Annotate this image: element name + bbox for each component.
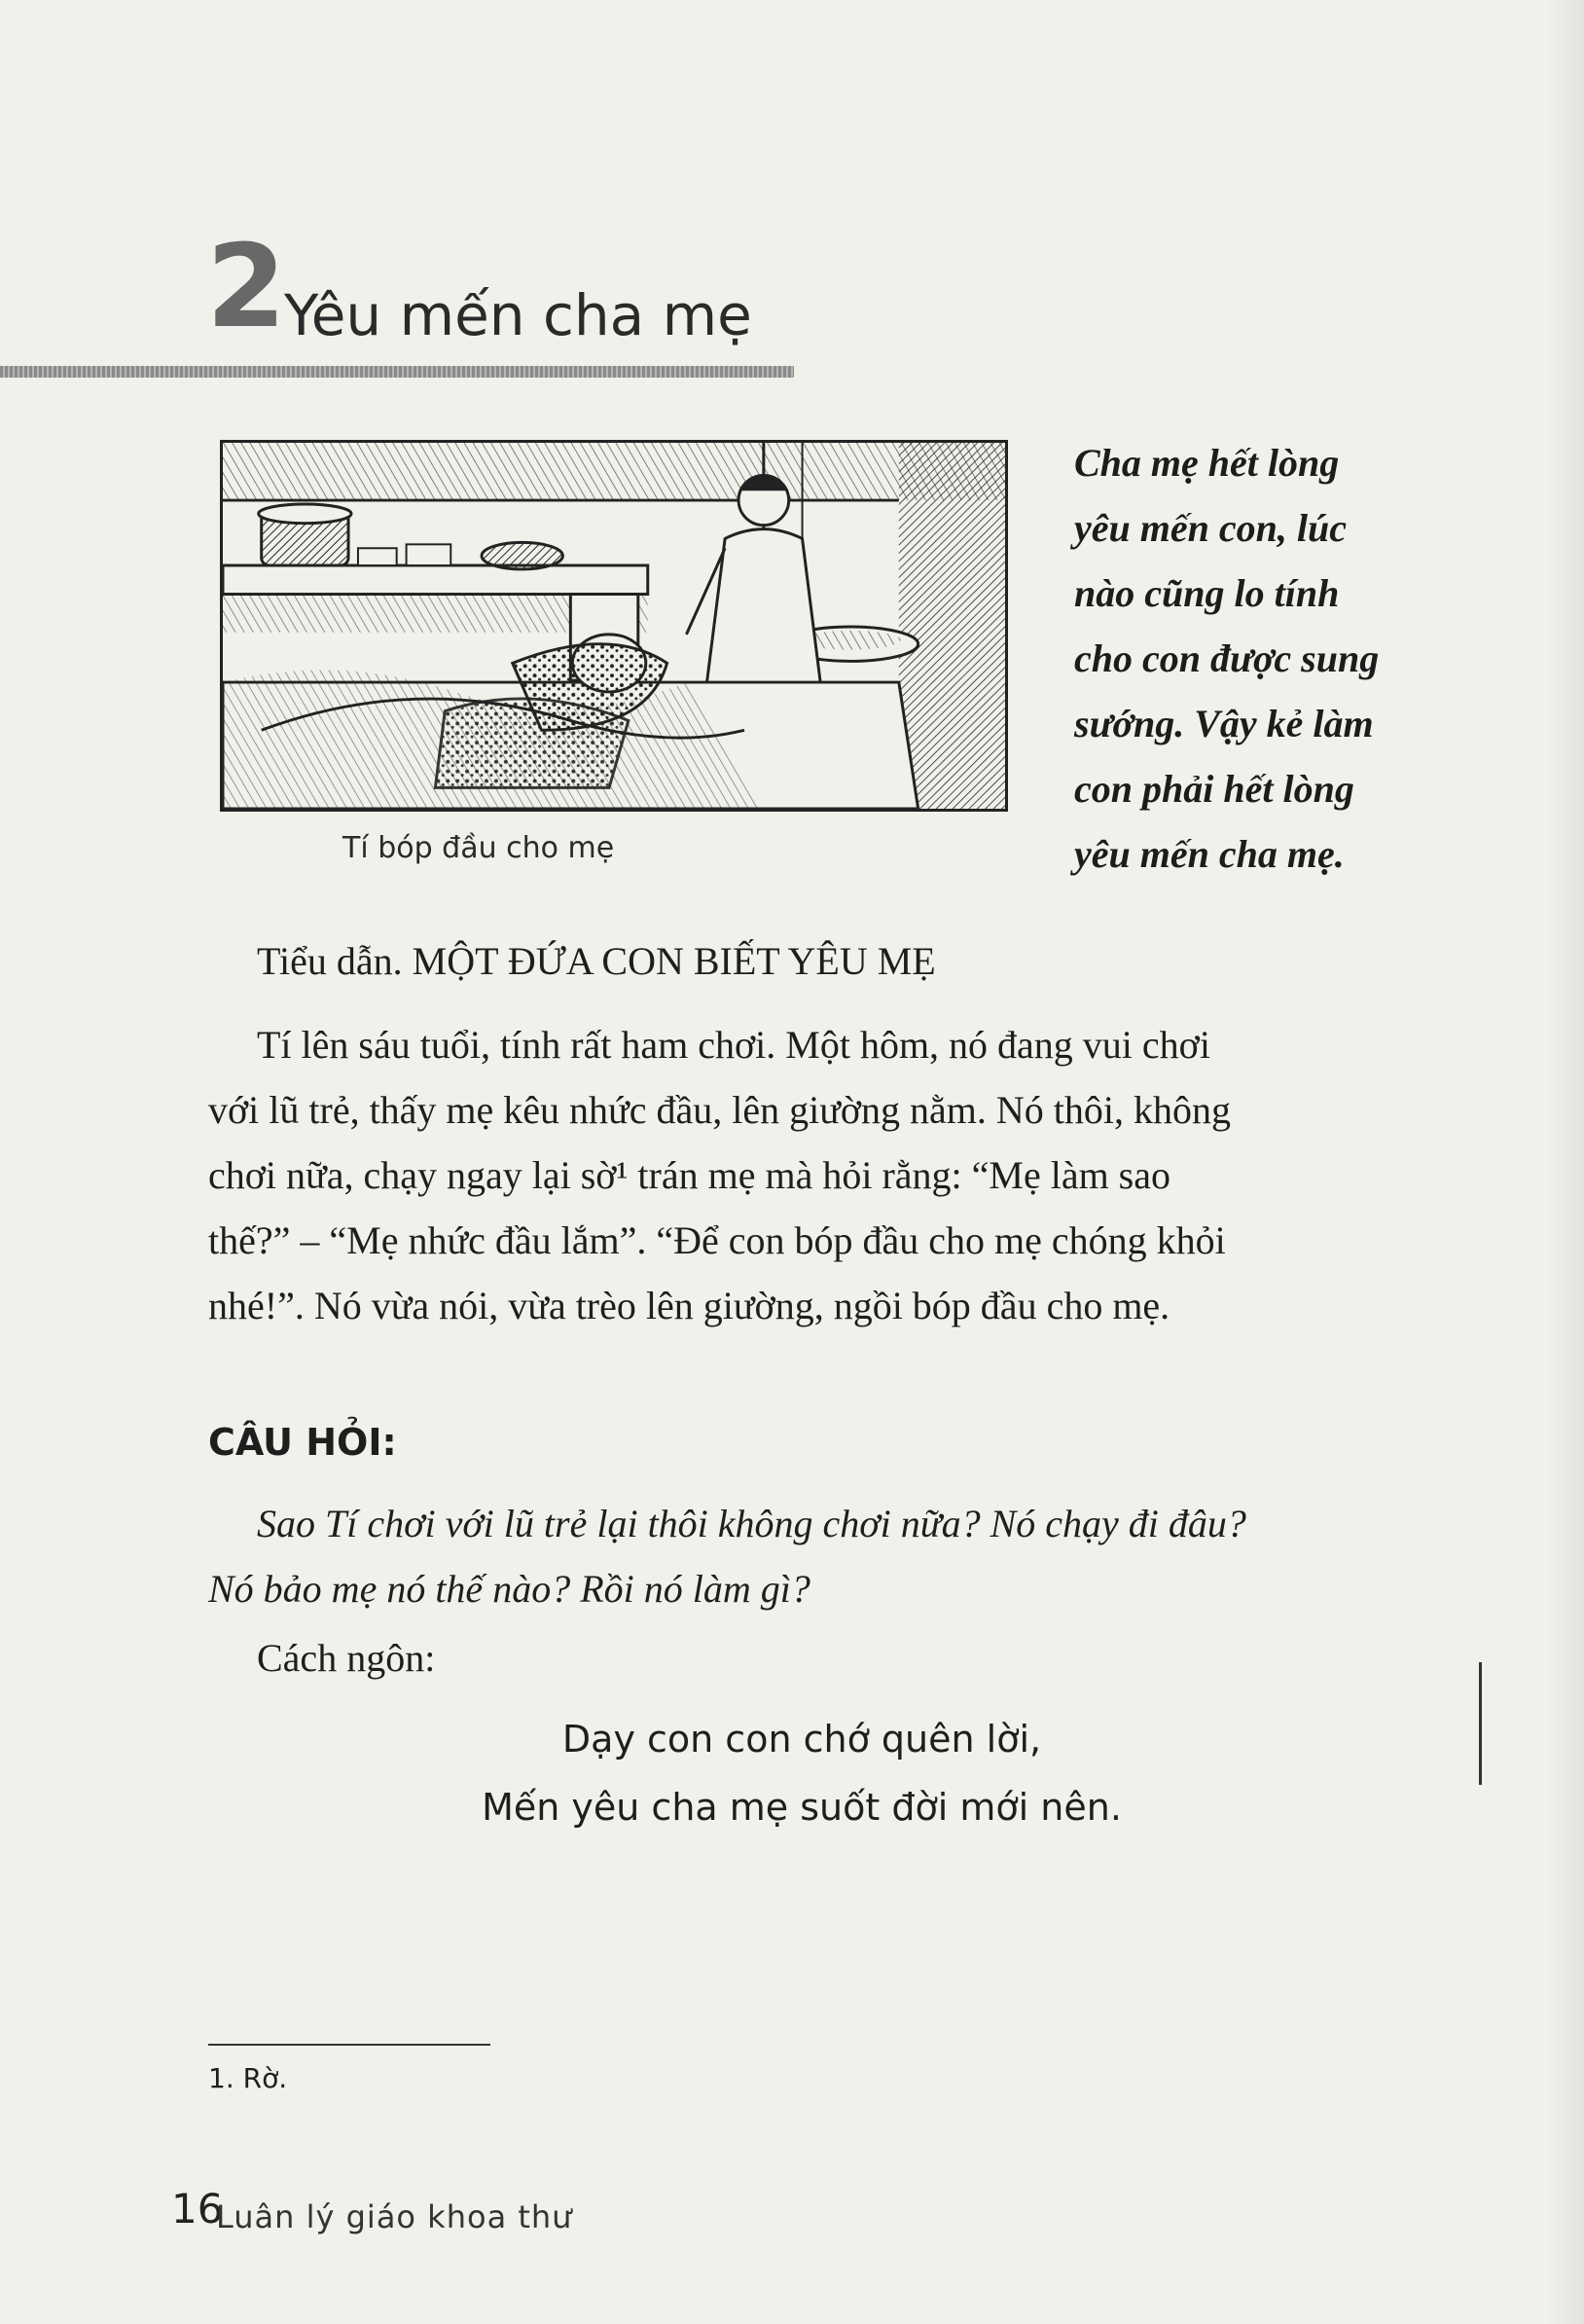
side-text-line: cho con được sung bbox=[1074, 636, 1380, 680]
questions-heading: CÂU HỎI: bbox=[208, 1421, 397, 1464]
side-text-line: sướng. Vậy kẻ làm bbox=[1074, 702, 1374, 745]
story-line: Tí lên sáu tuổi, tính rất ham chơi. Một hôm, nó đang vui chơi bbox=[257, 1023, 1210, 1067]
footnote: 1. Rờ. bbox=[208, 2062, 288, 2094]
margin-mark bbox=[1479, 1662, 1482, 1785]
side-text-line: nào cũng lo tính bbox=[1074, 571, 1340, 615]
page-edge-shadow bbox=[1545, 0, 1584, 2324]
side-text-line: yêu mến cha mẹ. bbox=[1074, 832, 1345, 876]
chapter-title: Yêu mến cha mẹ bbox=[284, 282, 752, 348]
maxim-line: Mến yêu cha mẹ suốt đời mới nên. bbox=[482, 1786, 1122, 1829]
footnote-divider bbox=[208, 2044, 490, 2046]
maxim-label: Cách ngôn: bbox=[257, 1636, 436, 1680]
side-text-line: con phải hết lòng bbox=[1074, 767, 1354, 811]
lesson-heading: Tiểu dẫn. MỘT ĐỨA CON BIẾT YÊU MẸ bbox=[257, 939, 936, 983]
story-line: nhé!”. Nó vừa nói, vừa trèo lên giường, ngồi bóp đầu cho mẹ. bbox=[208, 1284, 1170, 1327]
question-line: Nó bảo mẹ nó thế nào? Rồi nó làm gì? bbox=[208, 1567, 810, 1611]
story-line: với lũ trẻ, thấy mẹ kêu nhức đầu, lên giường nằm. Nó thôi, không bbox=[208, 1088, 1232, 1132]
illustration-mother-and-child bbox=[220, 440, 1008, 812]
maxim-verse bbox=[0, 1705, 1584, 1841]
side-text-line: yêu mến con, lúc bbox=[1074, 506, 1347, 550]
page-number: 16 bbox=[171, 2185, 224, 2233]
side-text-line: Cha mẹ hết lòng bbox=[1074, 441, 1340, 485]
running-book-title: Luân lý giáo khoa thư bbox=[216, 2198, 573, 2235]
question-line: Sao Tí chơi với lũ trẻ lại thôi không chơi nữa? Nó chạy đi đâu? bbox=[257, 1502, 1246, 1545]
side-summary-text bbox=[1074, 430, 1483, 887]
illustration-caption: Tí bóp đầu cho mẹ bbox=[342, 831, 615, 865]
story-line: thế?” – “Mẹ nhức đầu lắm”. “Để con bóp đầu cho mẹ chóng khỏi bbox=[208, 1218, 1226, 1262]
story-paragraph bbox=[208, 1012, 1444, 1338]
maxim-line: Dạy con con chớ quên lời, bbox=[561, 1718, 1042, 1761]
questions-paragraph bbox=[208, 1491, 1444, 1621]
story-line: chơi nữa, chạy ngay lại sờ¹ trán mẹ mà hỏi rằng: “Mẹ làm sao bbox=[208, 1153, 1171, 1197]
chapter-number: 2 bbox=[206, 219, 287, 353]
title-underline bbox=[0, 366, 794, 378]
